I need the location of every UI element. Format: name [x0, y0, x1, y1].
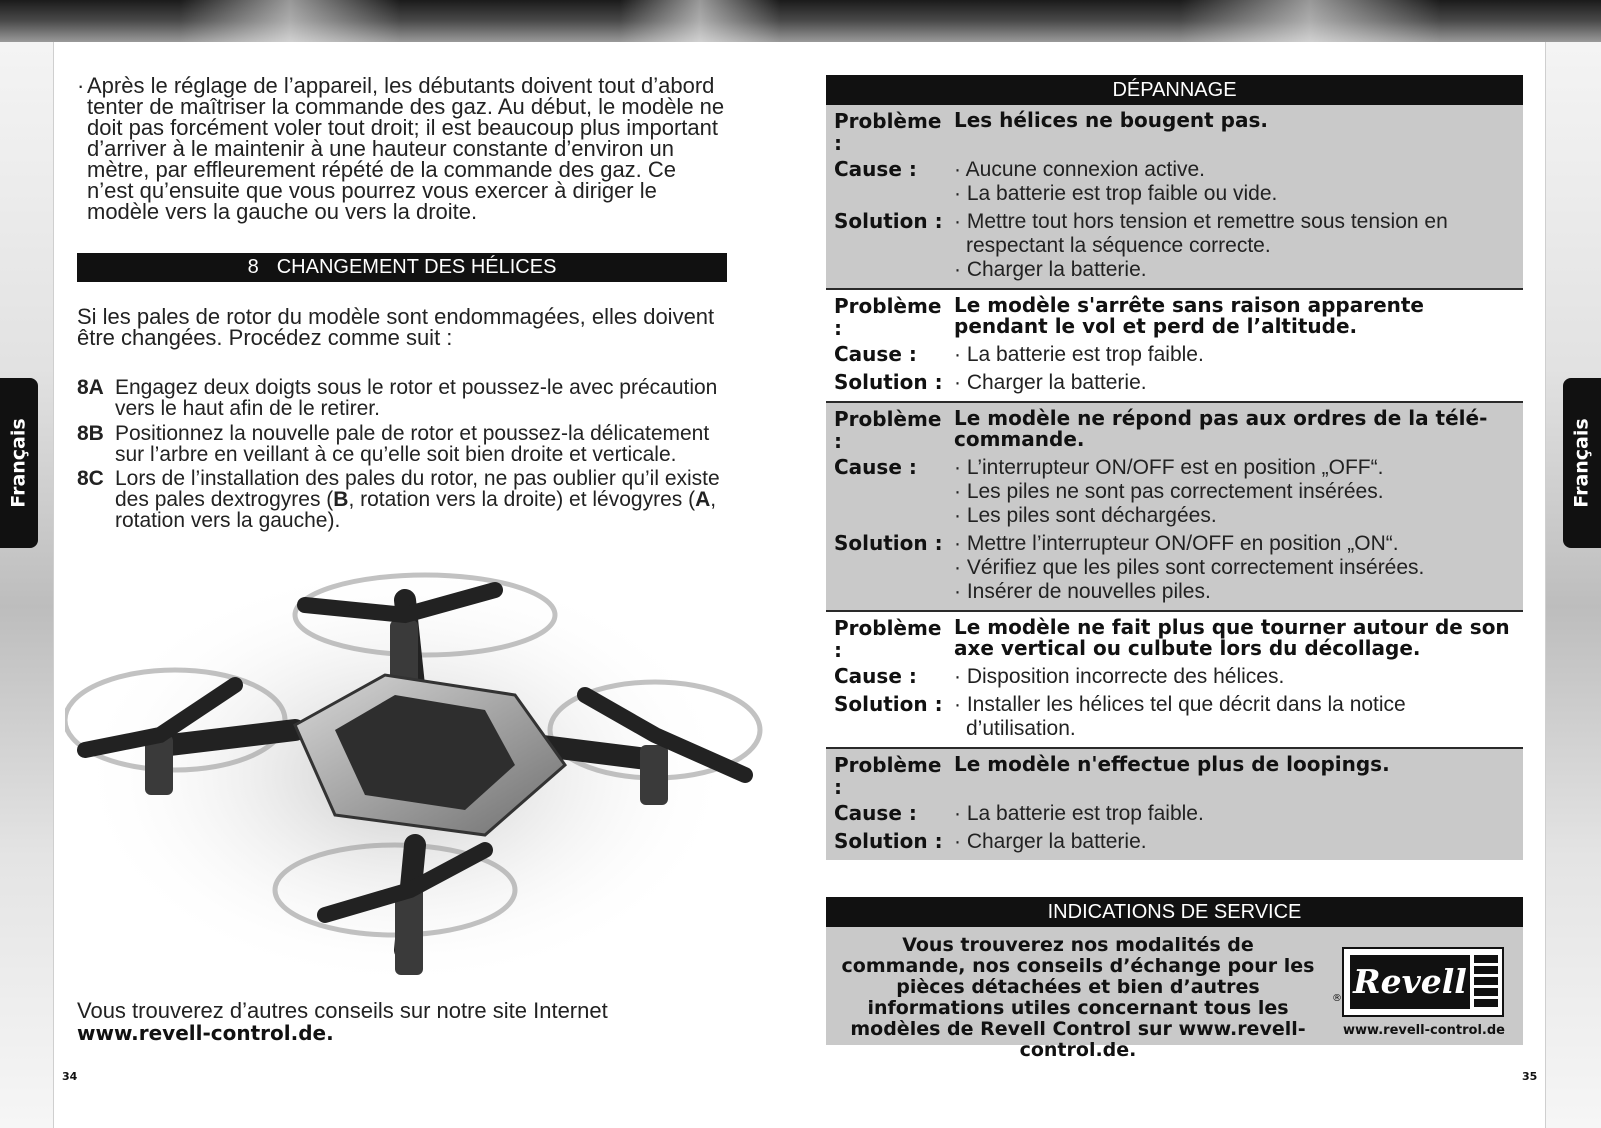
cause-item: · Disposition incorrecte des hélices. — [954, 665, 1285, 688]
footer-url[interactable]: www.revell-control.de. — [77, 1021, 334, 1045]
trouble-group — [826, 749, 1523, 860]
intro-text: Après le réglage de l’appareil, les débutants doivent tout d’abord tenter de maîtriser la commande des gaz. Au début, le modèle ne doit pas forcément voler tout droit; il est beaucoup plus important d’arriver à le maintenir à une hauteur constante d’environ un mètre, par effleurement répété de la commande des gaz. Ce n’est qu’ensuite que vous pourrez vous exercer à diriger le modèle vers la gauche ou vers la droite. — [87, 73, 725, 224]
intro-bullet: · — [77, 73, 85, 98]
cause-item: · L’interrupteur ON/OFF est en position „OFF“. — [954, 456, 1384, 479]
solution-item: · Charger la batterie. — [954, 258, 1147, 281]
footer-note — [77, 1000, 727, 1044]
revell-logo — [1332, 947, 1504, 1017]
solution-label: Solution : — [834, 829, 943, 853]
cause-item: · La batterie est trop faible. — [954, 802, 1204, 825]
step-text: Lors de l’installation des pales du rotor, ne pas oublier qu’il existe des pales dextrogyres (B, rotation vers la droite) et lévogyres (A, rotation vers la gauche). — [115, 467, 720, 532]
left-margin-gradient — [0, 42, 55, 1128]
solution-item: · Installer les hélices tel que décrit dans la notice d’utilisation. — [954, 693, 1406, 740]
section-number: 8 — [247, 256, 259, 278]
logo-stripes-icon — [1474, 955, 1498, 1009]
troubleshooting-table — [826, 75, 1523, 860]
service-box — [826, 897, 1523, 1061]
step-text: Engagez deux doigts sous le rotor et poussez-le avec précaution vers le haut afin de le retirer. — [115, 376, 718, 420]
cause-item: · Aucune connexion active. — [954, 158, 1205, 181]
page-number-left: 34 — [62, 1070, 78, 1083]
footer-text: Vous trouverez d’autres conseils sur notre site Internet — [77, 998, 608, 1023]
problem-text: Le modèle ne répond pas aux ordres de la télé-commande. — [954, 406, 1488, 451]
solution-item: · Vérifiez que les piles sont correctement insérées. — [954, 556, 1425, 579]
trouble-group — [826, 612, 1523, 749]
problem-label: Problème : — [834, 407, 942, 453]
cause-label: Cause : — [834, 455, 917, 479]
service-body — [826, 927, 1523, 1061]
cause-label: Cause : — [834, 664, 917, 688]
step-8c — [77, 468, 727, 531]
cause-label: Cause : — [834, 157, 917, 181]
step-label: 8B — [77, 422, 104, 445]
logo-url[interactable]: www.revell-control.de — [1343, 1023, 1505, 1038]
problem-label: Problème : — [834, 294, 942, 340]
registered-mark: ® — [1332, 993, 1342, 1004]
solution-item: · Insérer de nouvelles piles. — [954, 580, 1211, 603]
cause-label: Cause : — [834, 801, 917, 825]
trouble-group — [826, 403, 1523, 612]
language-tab-left: Français — [0, 378, 38, 548]
solution-label: Solution : — [834, 209, 943, 233]
problem-label: Problème : — [834, 616, 942, 662]
trouble-group — [826, 105, 1523, 290]
service-text: Vous trouverez nos modalités de commande, nos conseils d’échange pour les pièces détachées et bien d’autres informations utiles concernant tous les modèles de Revell Control sur www.revell-control.de. — [841, 934, 1315, 1061]
step-text: Positionnez la nouvelle pale de rotor et poussez-la délicatement sur l’arbre en veillant à ce qu’elle soit bien droite et verticale. — [115, 422, 710, 466]
solution-item: · Mettre l’interrupteur ON/OFF en position „ON“. — [954, 532, 1399, 555]
problem-text: Le modèle n'effectue plus de loopings. — [954, 752, 1390, 776]
step-8b — [77, 423, 727, 465]
problem-text: Le modèle ne fait plus que tourner autour de son axe vertical ou culbute lors du décollage. — [954, 615, 1510, 660]
right-margin-gradient — [1544, 42, 1601, 1128]
step-label: 8C — [77, 467, 104, 490]
solution-item: · Mettre tout hors tension et remettre sous tension en respectant la séquence correcte. — [954, 210, 1448, 257]
cause-item: · Les piles ne sont pas correctement insérées. — [954, 480, 1384, 503]
problem-text: Les hélices ne bougent pas. — [954, 108, 1268, 132]
page-number-right: 35 — [1522, 1070, 1538, 1083]
logo-wordmark: Revell — [1350, 955, 1470, 1009]
solution-item: · Charger la batterie. — [954, 830, 1147, 853]
step-label: 8A — [77, 376, 104, 399]
solution-label: Solution : — [834, 692, 943, 716]
cause-item: · Les piles sont déchargées. — [954, 504, 1217, 527]
language-tab-right: Français — [1563, 378, 1601, 548]
intro-paragraph — [77, 75, 727, 222]
solution-label: Solution : — [834, 370, 943, 394]
cause-item: · La batterie est trop faible. — [954, 343, 1204, 366]
section-title: CHANGEMENT DES HÉLICES — [276, 256, 557, 278]
problem-label: Problème : — [834, 109, 942, 155]
solution-item: · Charger la batterie. — [954, 371, 1147, 394]
step-8a — [77, 377, 727, 419]
solution-label: Solution : — [834, 531, 943, 555]
cause-item: · La batterie est trop faible ou vide. — [954, 182, 1278, 205]
service-title: INDICATIONS DE SERVICE — [826, 897, 1523, 927]
drone-illustration — [65, 545, 765, 1000]
table-title: DÉPANNAGE — [826, 75, 1523, 105]
problem-label: Problème : — [834, 753, 942, 799]
cause-label: Cause : — [834, 342, 917, 366]
section-header-propellers — [77, 253, 727, 282]
problem-text: Le modèle s'arrête sans raison apparente pendant le vol et perd de l’altitude. — [954, 293, 1424, 338]
trouble-group — [826, 290, 1523, 403]
section-intro: Si les pales de rotor du modèle sont endommagées, elles doivent être changées. Procédez comme suit : — [77, 304, 715, 350]
